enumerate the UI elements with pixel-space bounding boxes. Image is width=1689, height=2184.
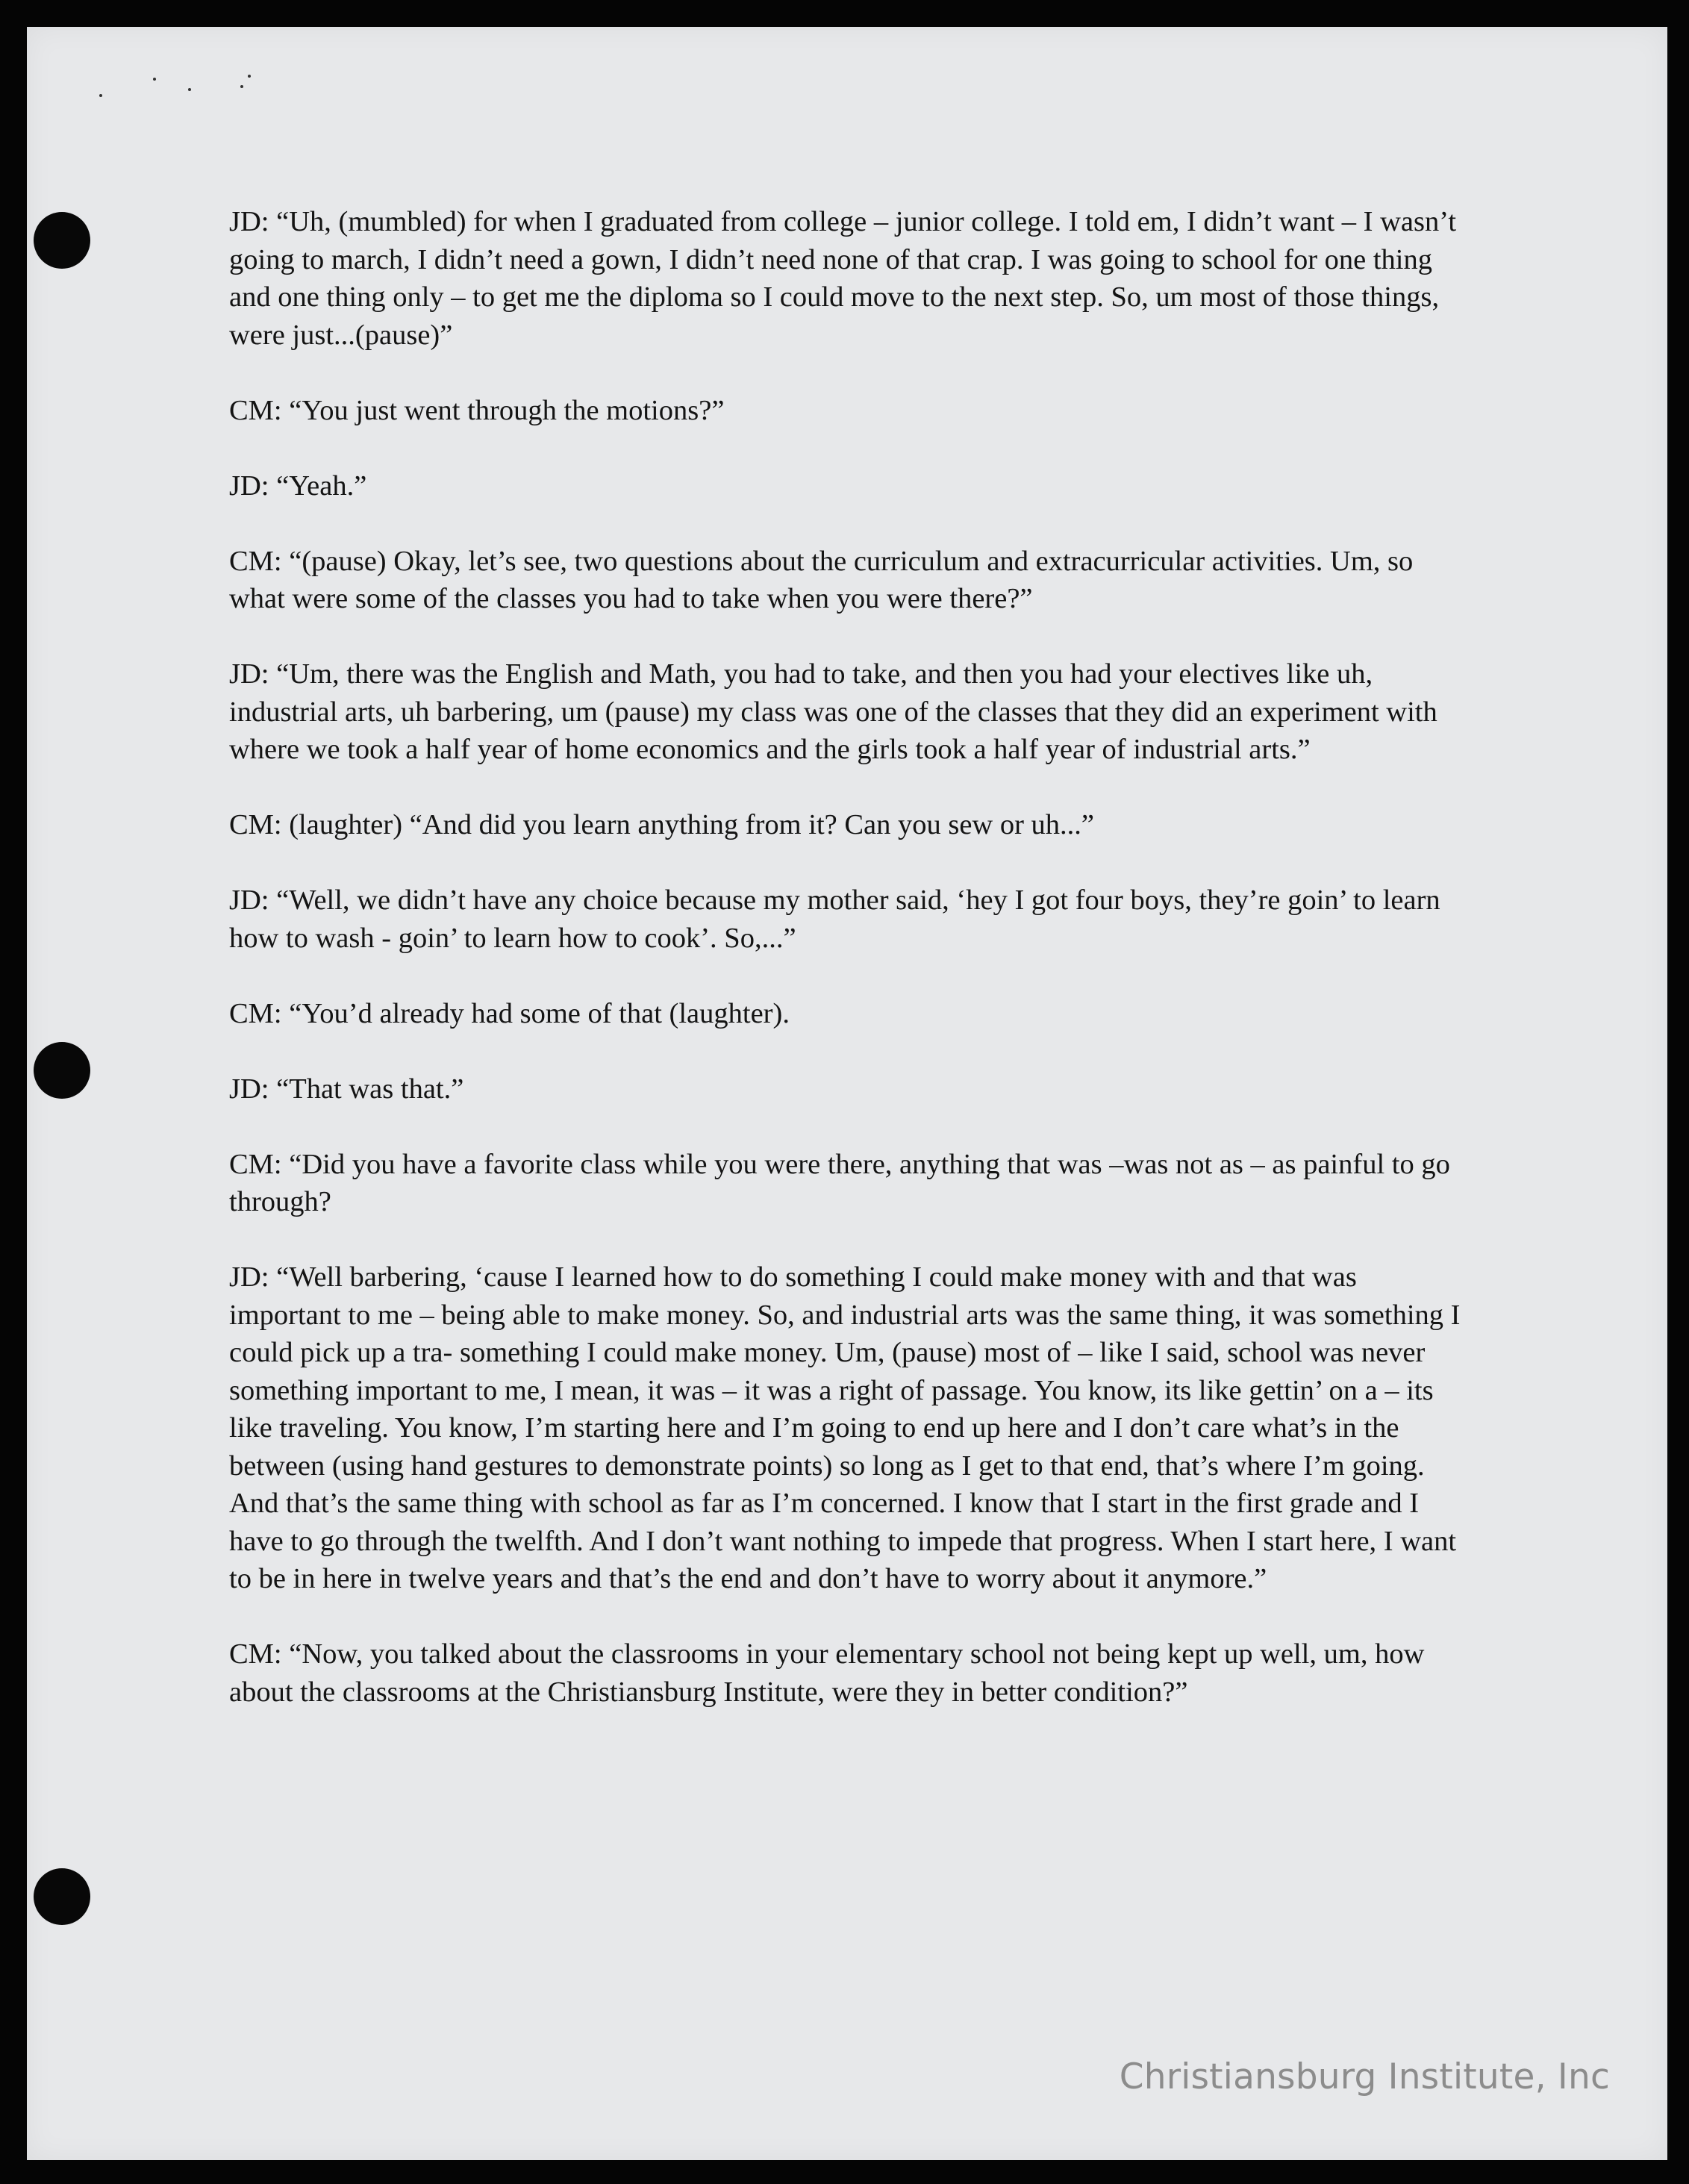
paper-speck [188,88,191,91]
transcript-paragraph: CM: “You just went through the motions?” [229,394,725,426]
interview-transcript [229,203,1468,1749]
paper-speck [240,85,243,88]
punch-hole [34,1868,90,1925]
transcript-paragraph: JD: “Well barbering, ‘cause I learned how to do something I could make money with and that was important to me – being able to make money. So, and industrial arts was the same thing, it was something I could pick up a tra- something I could make money. Um, (pause) most of – like I said, school was never something important to me, I mean, it was – it was a right of passage. You know, its like gettin’ on a – its like traveling. You know, I’m starting here and I’m going to end up here and I don’t care what’s in the between (using hand gestures to demonstrate points) so long as I get to that end, that’s where I’m going. And that’s the same thing with school as far as I’m concerned. I know that I start in the first grade and I have to go through the twelfth. And I don’t want nothing to impede that progress. When I start here, I want to be in here in twelve years and that’s the end and don’t have to worry about it anymore.” [229,1261,1461,1594]
transcript-paragraph: CM: “(pause) Okay, let’s see, two questions about the curriculum and extracurricular activities. Um, so what were some of the classes you had to take when you were there?” [229,545,1414,614]
paper-speck [99,94,102,97]
transcript-paragraph: JD: “Well, we didn’t have any choice because my mother said, ‘hey I got four boys, they’re goin’ to learn how to wash - goin’ to learn how to cook’. So,...” [229,884,1440,954]
paper-speck [248,75,251,78]
transcript-paragraph: JD: “Yeah.” [229,469,367,502]
transcript-paragraph: CM: “You’d already had some of that (laughter). [229,997,790,1029]
punch-hole [34,1042,90,1099]
punch-hole [34,212,90,269]
paper-speck [153,78,156,81]
transcript-paragraph: CM: (laughter) “And did you learn anything from it? Can you sew or uh...” [229,809,1095,840]
watermark: Christiansburg Institute, Inc [1119,2056,1610,2097]
transcript-paragraph: JD: “Um, there was the English and Math, you had to take, and then you had your electives like uh, industrial arts, uh barbering, um (pause) my class was one of the classes that they did an experiment with where we took a half year of home economics and the girls took a half year of industrial arts.” [229,658,1437,765]
transcript-paragraph: JD: “That was that.” [229,1073,464,1105]
transcript-paragraph: CM: “Now, you talked about the classrooms in your elementary school not being kept up well, um, how about the classrooms at the Christiansburg Institute, were they in better condition?” [229,1638,1425,1708]
transcript-paragraph: CM: “Did you have a favorite class while you were there, anything that was –was not as – as painful to go through? [229,1148,1450,1217]
transcript-paragraph: JD: “Uh, (mumbled) for when I graduated from college – junior college. I told em, I didn’t want – I wasn’t going to march, I didn’t need a gown, I didn’t need none of that crap. I was going to school for one thing and one thing only – to get me the diploma so I could move to the next step. So, um most of those things, were just...(pause)” [229,206,1457,351]
